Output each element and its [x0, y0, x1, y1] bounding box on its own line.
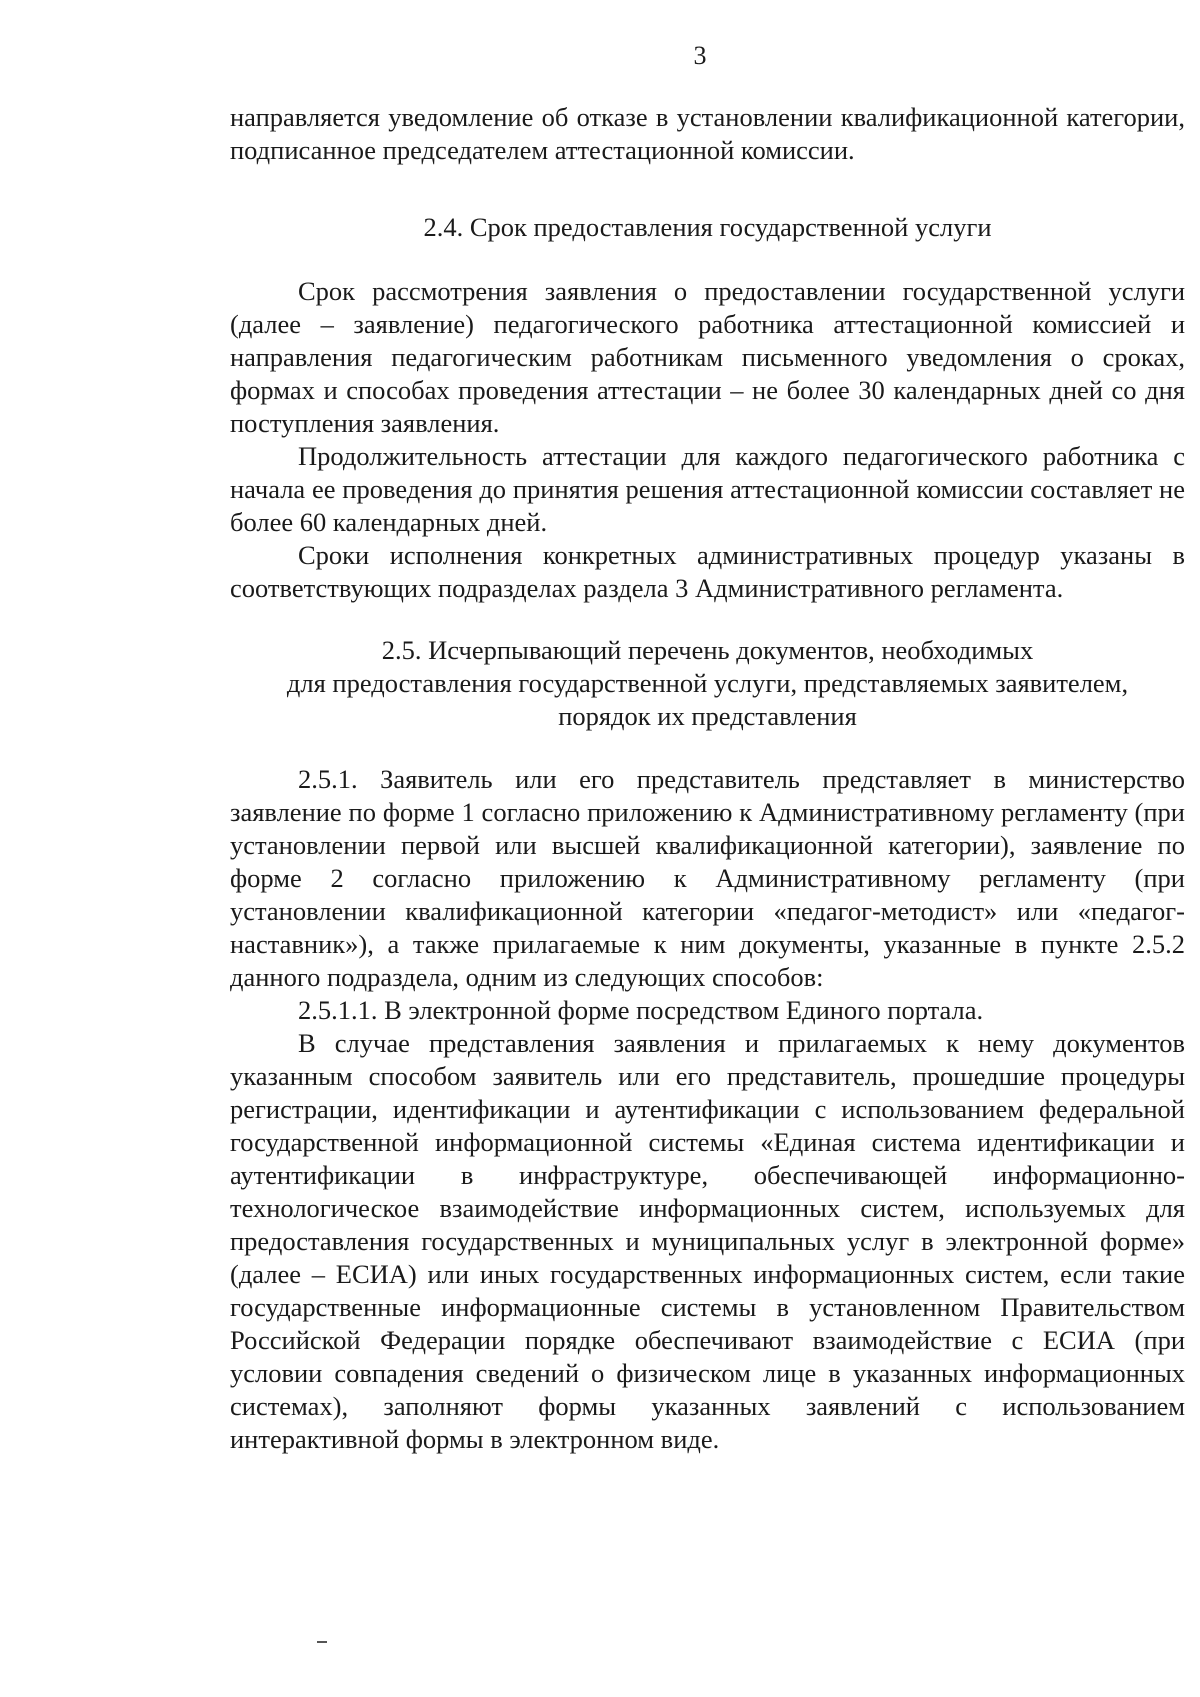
section-2-4-paragraph-3: Сроки исполнения конкретных административных процедур указаны в соответствующих подразделах раздела 3 Административного регламента. [230, 540, 1185, 603]
section-2-4-paragraph-1: Срок рассмотрения заявления о предоставлении государственной услуги (далее – заявление) педагогического работника аттестационной комиссией и направления педагогическим работникам письменного уведомления о сроках, формах и способах проведения аттестации – не более 30 календарных дней со дня поступления заявления. [230, 276, 1185, 438]
section-2-4-body [230, 275, 1185, 605]
section-2-4-heading-text: 2.4. Срок предоставления государственной услуги [423, 212, 992, 242]
section-2-5-body [230, 763, 1185, 1456]
page-number: 3 [693, 41, 707, 70]
section-2-4-heading [230, 211, 1185, 244]
section-2-4-paragraph-2: Продолжительность аттестации для каждого педагогического работника с начала ее проведения до принятия решения аттестационной комиссии составляет не более 60 календарных дней. [230, 441, 1185, 537]
section-2-5-paragraph-3: В случае представления заявления и прилагаемых к нему документов указанным способом заявитель или его представитель, прошедшие процедуры регистрации, идентификации и аутентификации с использованием федеральной государственной информационной системы «Единая система идентификации и аутентификации в инфраструктуре, обеспечивающей информационно-технологическое взаимодействие информационных систем, используемых для предоставления государственных и муниципальных услуг в электронной форме» (далее – ЕСИА) или иных государственных информационных систем, если такие государственные информационные системы в установленном Правительством Российской Федерации порядке обеспечивают взаимодействие с ЕСИА (при условии совпадения сведений о физическом лице в указанных информационных системах), заполняют формы указанных заявлений с использованием интерактивной формы в электронном виде. [230, 1028, 1185, 1454]
section-2-5-heading-line-1: 2.5. Исчерпывающий перечень документов, необходимых [381, 635, 1034, 665]
scan-mark [317, 1641, 327, 1643]
section-2-5-paragraph-1: 2.5.1. Заявитель или его представитель представляет в министерство заявление по форме 1 согласно приложению к Административному регламенту (при установлении первой или высшей квалификационной категории), заявление по форме 2 согласно приложению к Административному регламенту (при установлении квалификационной категории «педагог-методист» или «педагог-наставник»), а также прилагаемые к ним документы, указанные в пункте 2.5.2 данного подраздела, одним из следующих способов: [230, 764, 1185, 992]
section-2-5-heading [230, 634, 1185, 733]
intro-paragraph [230, 101, 1185, 167]
section-2-5-heading-line-3: порядок их представления [558, 701, 857, 731]
intro-text: направляется уведомление об отказе в установлении квалификационной категории, подписанное председателем аттестационной комиссии. [230, 102, 1185, 165]
section-2-5-paragraph-2: 2.5.1.1. В электронной форме посредством Единого портала. [298, 995, 984, 1025]
section-2-5-heading-line-2: для предоставления государственной услуги, представляемых заявителем, [286, 668, 1129, 698]
